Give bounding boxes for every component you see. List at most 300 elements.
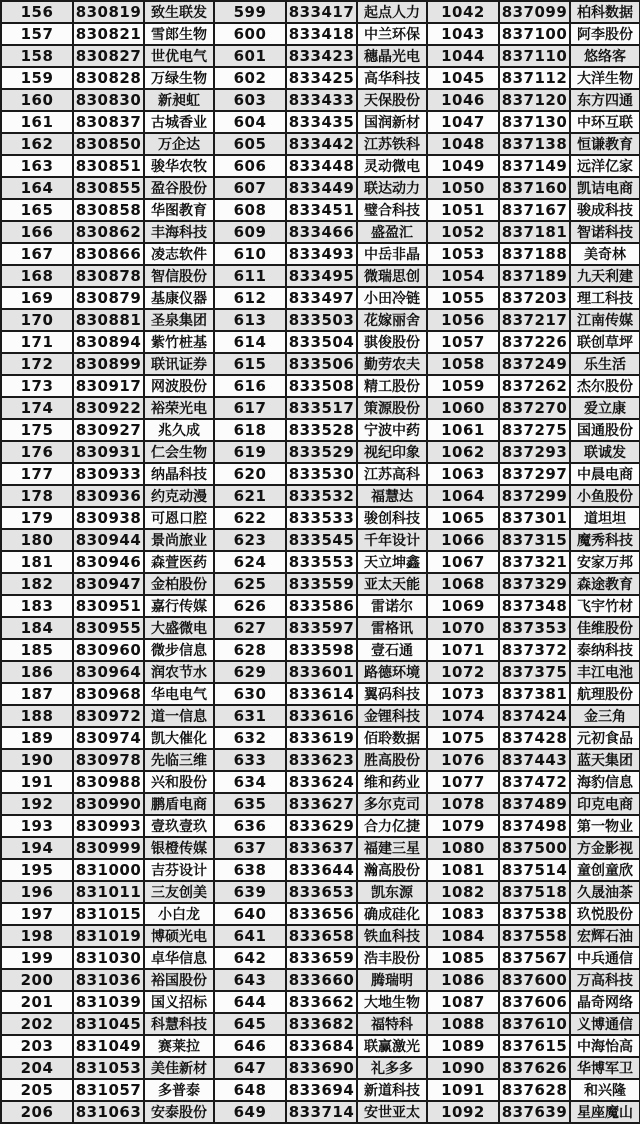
code-cell: 833451 <box>286 199 357 221</box>
index-cell: 185 <box>1 639 73 661</box>
code-cell: 830917 <box>73 375 144 397</box>
name-cell: 杰尔股份 <box>570 375 640 397</box>
name-cell: 古城香业 <box>144 111 214 133</box>
code-cell: 837424 <box>499 705 570 727</box>
code-cell: 837100 <box>499 23 570 45</box>
code-cell: 837262 <box>499 375 570 397</box>
name-cell: 壹玖壹玖 <box>144 815 214 837</box>
name-cell: 安世亚太 <box>357 1101 427 1123</box>
table-row <box>1 529 640 551</box>
name-cell: 裕荣光电 <box>144 397 214 419</box>
code-cell: 837181 <box>499 221 570 243</box>
code-cell: 837538 <box>499 903 570 925</box>
code-cell: 837160 <box>499 177 570 199</box>
index-cell: 174 <box>1 397 73 419</box>
name-cell: 九天利建 <box>570 265 640 287</box>
code-cell: 833466 <box>286 221 357 243</box>
table-row <box>1 441 640 463</box>
table-row <box>1 1057 640 1079</box>
code-cell: 837110 <box>499 45 570 67</box>
name-cell: 玖悦股份 <box>570 903 640 925</box>
index-cell: 1046 <box>427 89 499 111</box>
code-cell: 833495 <box>286 265 357 287</box>
name-cell: 盈谷股份 <box>144 177 214 199</box>
stock-table-body <box>1 1 640 1123</box>
name-cell: 景尚旅业 <box>144 529 214 551</box>
name-cell: 久晟油茶 <box>570 881 640 903</box>
code-cell: 837270 <box>499 397 570 419</box>
index-cell: 1082 <box>427 881 499 903</box>
index-cell: 636 <box>214 815 286 837</box>
table-row <box>1 639 640 661</box>
name-cell: 雷格讯 <box>357 617 427 639</box>
code-cell: 833598 <box>286 639 357 661</box>
code-cell: 837639 <box>499 1101 570 1123</box>
name-cell: 胜高股份 <box>357 749 427 771</box>
code-cell: 837226 <box>499 331 570 353</box>
code-cell: 830946 <box>73 551 144 573</box>
index-cell: 206 <box>1 1101 73 1123</box>
index-cell: 629 <box>214 661 286 683</box>
name-cell: 腾瑞明 <box>357 969 427 991</box>
code-cell: 830827 <box>73 45 144 67</box>
code-cell: 837375 <box>499 661 570 683</box>
code-cell: 830988 <box>73 771 144 793</box>
code-cell: 831049 <box>73 1035 144 1057</box>
name-cell: 壹石通 <box>357 639 427 661</box>
name-cell: 中兰环保 <box>357 23 427 45</box>
code-cell: 833442 <box>286 133 357 155</box>
code-cell: 833418 <box>286 23 357 45</box>
index-cell: 1049 <box>427 155 499 177</box>
code-cell: 830944 <box>73 529 144 551</box>
index-cell: 612 <box>214 287 286 309</box>
code-cell: 833714 <box>286 1101 357 1123</box>
name-cell: 联讯证券 <box>144 353 214 375</box>
name-cell: 高华科技 <box>357 67 427 89</box>
code-cell: 837353 <box>499 617 570 639</box>
name-cell: 元初食品 <box>570 727 640 749</box>
name-cell: 银橙传媒 <box>144 837 214 859</box>
code-cell: 830978 <box>73 749 144 771</box>
code-cell: 837297 <box>499 463 570 485</box>
name-cell: 璧合科技 <box>357 199 427 221</box>
index-cell: 167 <box>1 243 73 265</box>
index-cell: 198 <box>1 925 73 947</box>
name-cell: 福慧达 <box>357 485 427 507</box>
name-cell: 森萱医药 <box>144 551 214 573</box>
index-cell: 1055 <box>427 287 499 309</box>
code-cell: 837293 <box>499 441 570 463</box>
name-cell: 纳晶科技 <box>144 463 214 485</box>
index-cell: 186 <box>1 661 73 683</box>
code-cell: 837489 <box>499 793 570 815</box>
code-cell: 833528 <box>286 419 357 441</box>
code-cell: 830828 <box>73 67 144 89</box>
index-cell: 1050 <box>427 177 499 199</box>
table-row <box>1 463 640 485</box>
code-cell: 830894 <box>73 331 144 353</box>
name-cell: 国义招标 <box>144 991 214 1013</box>
code-cell: 833423 <box>286 45 357 67</box>
table-row <box>1 67 640 89</box>
index-cell: 600 <box>214 23 286 45</box>
name-cell: 铁血科技 <box>357 925 427 947</box>
index-cell: 610 <box>214 243 286 265</box>
index-cell: 639 <box>214 881 286 903</box>
index-cell: 178 <box>1 485 73 507</box>
index-cell: 626 <box>214 595 286 617</box>
index-cell: 627 <box>214 617 286 639</box>
name-cell: 视纪印象 <box>357 441 427 463</box>
code-cell: 833417 <box>286 1 357 23</box>
table-row <box>1 573 640 595</box>
table-row <box>1 617 640 639</box>
name-cell: 联达动力 <box>357 177 427 199</box>
name-cell: 微瑞思创 <box>357 265 427 287</box>
name-cell: 联创草坪 <box>570 331 640 353</box>
index-cell: 602 <box>214 67 286 89</box>
index-cell: 607 <box>214 177 286 199</box>
index-cell: 1062 <box>427 441 499 463</box>
code-cell: 837615 <box>499 1035 570 1057</box>
code-cell: 833529 <box>286 441 357 463</box>
name-cell: 骏华农牧 <box>144 155 214 177</box>
code-cell: 830922 <box>73 397 144 419</box>
table-row <box>1 155 640 177</box>
table-row <box>1 815 640 837</box>
code-cell: 833530 <box>286 463 357 485</box>
name-cell: 天保股份 <box>357 89 427 111</box>
name-cell: 嘉行传媒 <box>144 595 214 617</box>
code-cell: 837189 <box>499 265 570 287</box>
code-cell: 837112 <box>499 67 570 89</box>
index-cell: 630 <box>214 683 286 705</box>
index-cell: 641 <box>214 925 286 947</box>
name-cell: 瀚高股份 <box>357 859 427 881</box>
index-cell: 168 <box>1 265 73 287</box>
code-cell: 837600 <box>499 969 570 991</box>
code-cell: 833682 <box>286 1013 357 1035</box>
name-cell: 起点人力 <box>357 1 427 23</box>
code-cell: 830947 <box>73 573 144 595</box>
table-row <box>1 199 640 221</box>
index-cell: 1085 <box>427 947 499 969</box>
index-cell: 625 <box>214 573 286 595</box>
name-cell: 多普泰 <box>144 1079 214 1101</box>
code-cell: 833448 <box>286 155 357 177</box>
name-cell: 万企达 <box>144 133 214 155</box>
name-cell: 美佳新材 <box>144 1057 214 1079</box>
code-cell: 837606 <box>499 991 570 1013</box>
code-cell: 830855 <box>73 177 144 199</box>
table-row <box>1 111 640 133</box>
code-cell: 830931 <box>73 441 144 463</box>
index-cell: 177 <box>1 463 73 485</box>
index-cell: 644 <box>214 991 286 1013</box>
table-row <box>1 45 640 67</box>
name-cell: 多尔克司 <box>357 793 427 815</box>
index-cell: 1072 <box>427 661 499 683</box>
index-cell: 176 <box>1 441 73 463</box>
code-cell: 831030 <box>73 947 144 969</box>
code-cell: 830951 <box>73 595 144 617</box>
index-cell: 601 <box>214 45 286 67</box>
name-cell: 确成硅化 <box>357 903 427 925</box>
table-row <box>1 793 640 815</box>
code-cell: 833435 <box>286 111 357 133</box>
code-cell: 833684 <box>286 1035 357 1057</box>
name-cell: 凯东源 <box>357 881 427 903</box>
name-cell: 雪郎生物 <box>144 23 214 45</box>
code-cell: 837188 <box>499 243 570 265</box>
name-cell: 新道科技 <box>357 1079 427 1101</box>
index-cell: 189 <box>1 727 73 749</box>
code-cell: 833658 <box>286 925 357 947</box>
code-cell: 833553 <box>286 551 357 573</box>
name-cell: 联赢激光 <box>357 1035 427 1057</box>
index-cell: 160 <box>1 89 73 111</box>
name-cell: 穗晶光电 <box>357 45 427 67</box>
code-cell: 833597 <box>286 617 357 639</box>
code-cell: 830881 <box>73 309 144 331</box>
name-cell: 约克动漫 <box>144 485 214 507</box>
table-row <box>1 683 640 705</box>
code-cell: 837428 <box>499 727 570 749</box>
name-cell: 兆久成 <box>144 419 214 441</box>
name-cell: 泰纳科技 <box>570 639 640 661</box>
code-cell: 831019 <box>73 925 144 947</box>
name-cell: 悠络客 <box>570 45 640 67</box>
code-cell: 830974 <box>73 727 144 749</box>
index-cell: 197 <box>1 903 73 925</box>
code-cell: 833619 <box>286 727 357 749</box>
name-cell: 万高科技 <box>570 969 640 991</box>
code-cell: 837321 <box>499 551 570 573</box>
index-cell: 603 <box>214 89 286 111</box>
name-cell: 先临三维 <box>144 749 214 771</box>
code-cell: 833545 <box>286 529 357 551</box>
code-cell: 837120 <box>499 89 570 111</box>
name-cell: 福特科 <box>357 1013 427 1035</box>
name-cell: 中晨电商 <box>570 463 640 485</box>
name-cell: 晶奇网络 <box>570 991 640 1013</box>
code-cell: 833616 <box>286 705 357 727</box>
code-cell: 833656 <box>286 903 357 925</box>
name-cell: 天立坤鑫 <box>357 551 427 573</box>
index-cell: 196 <box>1 881 73 903</box>
name-cell: 路德环境 <box>357 661 427 683</box>
table-row <box>1 595 640 617</box>
name-cell: 宁波中药 <box>357 419 427 441</box>
code-cell: 833504 <box>286 331 357 353</box>
code-cell: 830936 <box>73 485 144 507</box>
index-cell: 190 <box>1 749 73 771</box>
table-row <box>1 749 640 771</box>
index-cell: 1084 <box>427 925 499 947</box>
name-cell: 童创童欣 <box>570 859 640 881</box>
index-cell: 1073 <box>427 683 499 705</box>
code-cell: 837203 <box>499 287 570 309</box>
index-cell: 182 <box>1 573 73 595</box>
code-cell: 837558 <box>499 925 570 947</box>
code-cell: 830819 <box>73 1 144 23</box>
code-cell: 831057 <box>73 1079 144 1101</box>
code-cell: 837315 <box>499 529 570 551</box>
code-cell: 830837 <box>73 111 144 133</box>
name-cell: 亚太天能 <box>357 573 427 595</box>
name-cell: 网波股份 <box>144 375 214 397</box>
code-cell: 830866 <box>73 243 144 265</box>
table-row <box>1 419 640 441</box>
code-cell: 830933 <box>73 463 144 485</box>
index-cell: 201 <box>1 991 73 1013</box>
index-cell: 637 <box>214 837 286 859</box>
index-cell: 624 <box>214 551 286 573</box>
index-cell: 1057 <box>427 331 499 353</box>
code-cell: 830993 <box>73 815 144 837</box>
index-cell: 1054 <box>427 265 499 287</box>
name-cell: 金柏股份 <box>144 573 214 595</box>
index-cell: 1065 <box>427 507 499 529</box>
code-cell: 837149 <box>499 155 570 177</box>
code-cell: 831063 <box>73 1101 144 1123</box>
code-cell: 830830 <box>73 89 144 111</box>
code-cell: 833449 <box>286 177 357 199</box>
index-cell: 1045 <box>427 67 499 89</box>
code-cell: 837567 <box>499 947 570 969</box>
name-cell: 蓝天集团 <box>570 749 640 771</box>
table-row <box>1 1013 640 1035</box>
name-cell: 义博通信 <box>570 1013 640 1035</box>
code-cell: 830858 <box>73 199 144 221</box>
index-cell: 1047 <box>427 111 499 133</box>
code-cell: 837628 <box>499 1079 570 1101</box>
table-row <box>1 221 640 243</box>
index-cell: 640 <box>214 903 286 925</box>
code-cell: 831011 <box>73 881 144 903</box>
index-cell: 202 <box>1 1013 73 1035</box>
code-cell: 833624 <box>286 771 357 793</box>
code-cell: 833690 <box>286 1057 357 1079</box>
name-cell: 丰江电池 <box>570 661 640 683</box>
index-cell: 163 <box>1 155 73 177</box>
name-cell: 可恩口腔 <box>144 507 214 529</box>
table-row <box>1 375 640 397</box>
index-cell: 633 <box>214 749 286 771</box>
table-row <box>1 1 640 23</box>
code-cell: 837167 <box>499 199 570 221</box>
index-cell: 1059 <box>427 375 499 397</box>
code-cell: 830927 <box>73 419 144 441</box>
table-row <box>1 903 640 925</box>
name-cell: 骐俊股份 <box>357 331 427 353</box>
index-cell: 647 <box>214 1057 286 1079</box>
table-row <box>1 331 640 353</box>
table-row <box>1 705 640 727</box>
index-cell: 1064 <box>427 485 499 507</box>
index-cell: 638 <box>214 859 286 881</box>
name-cell: 佳维股份 <box>570 617 640 639</box>
index-cell: 649 <box>214 1101 286 1123</box>
name-cell: 大盛微电 <box>144 617 214 639</box>
index-cell: 1081 <box>427 859 499 881</box>
code-cell: 837348 <box>499 595 570 617</box>
code-cell: 837299 <box>499 485 570 507</box>
code-cell: 833694 <box>286 1079 357 1101</box>
name-cell: 远洋亿家 <box>570 155 640 177</box>
name-cell: 道坦坦 <box>570 507 640 529</box>
code-cell: 837443 <box>499 749 570 771</box>
index-cell: 175 <box>1 419 73 441</box>
index-cell: 614 <box>214 331 286 353</box>
code-cell: 830972 <box>73 705 144 727</box>
name-cell: 博硕光电 <box>144 925 214 947</box>
name-cell: 江南传媒 <box>570 309 640 331</box>
name-cell: 雷诺尔 <box>357 595 427 617</box>
table-row <box>1 23 640 45</box>
name-cell: 航理股份 <box>570 683 640 705</box>
index-cell: 1058 <box>427 353 499 375</box>
index-cell: 170 <box>1 309 73 331</box>
code-cell: 830879 <box>73 287 144 309</box>
code-cell: 830968 <box>73 683 144 705</box>
code-cell: 837301 <box>499 507 570 529</box>
code-cell: 837372 <box>499 639 570 661</box>
index-cell: 617 <box>214 397 286 419</box>
code-cell: 830862 <box>73 221 144 243</box>
name-cell: 东方四通 <box>570 89 640 111</box>
index-cell: 162 <box>1 133 73 155</box>
index-cell: 179 <box>1 507 73 529</box>
name-cell: 智信股份 <box>144 265 214 287</box>
index-cell: 1042 <box>427 1 499 23</box>
code-cell: 837099 <box>499 1 570 23</box>
name-cell: 维和药业 <box>357 771 427 793</box>
name-cell: 骏成科技 <box>570 199 640 221</box>
name-cell: 凯大催化 <box>144 727 214 749</box>
name-cell: 致生联发 <box>144 1 214 23</box>
name-cell: 华博军卫 <box>570 1057 640 1079</box>
index-cell: 187 <box>1 683 73 705</box>
index-cell: 631 <box>214 705 286 727</box>
name-cell: 盛盈汇 <box>357 221 427 243</box>
index-cell: 193 <box>1 815 73 837</box>
index-cell: 642 <box>214 947 286 969</box>
name-cell: 润农节水 <box>144 661 214 683</box>
name-cell: 策源股份 <box>357 397 427 419</box>
index-cell: 1069 <box>427 595 499 617</box>
name-cell: 联诚发 <box>570 441 640 463</box>
index-cell: 183 <box>1 595 73 617</box>
table-row <box>1 969 640 991</box>
index-cell: 618 <box>214 419 286 441</box>
name-cell: 星座魔山 <box>570 1101 640 1123</box>
name-cell: 新昶虹 <box>144 89 214 111</box>
code-cell: 830821 <box>73 23 144 45</box>
code-cell: 833508 <box>286 375 357 397</box>
name-cell: 精工股份 <box>357 375 427 397</box>
index-cell: 1061 <box>427 419 499 441</box>
name-cell: 宏辉石油 <box>570 925 640 947</box>
name-cell: 礼多多 <box>357 1057 427 1079</box>
code-cell: 830990 <box>73 793 144 815</box>
index-cell: 628 <box>214 639 286 661</box>
table-row <box>1 507 640 529</box>
name-cell: 恒谦教育 <box>570 133 640 155</box>
index-cell: 191 <box>1 771 73 793</box>
index-cell: 194 <box>1 837 73 859</box>
